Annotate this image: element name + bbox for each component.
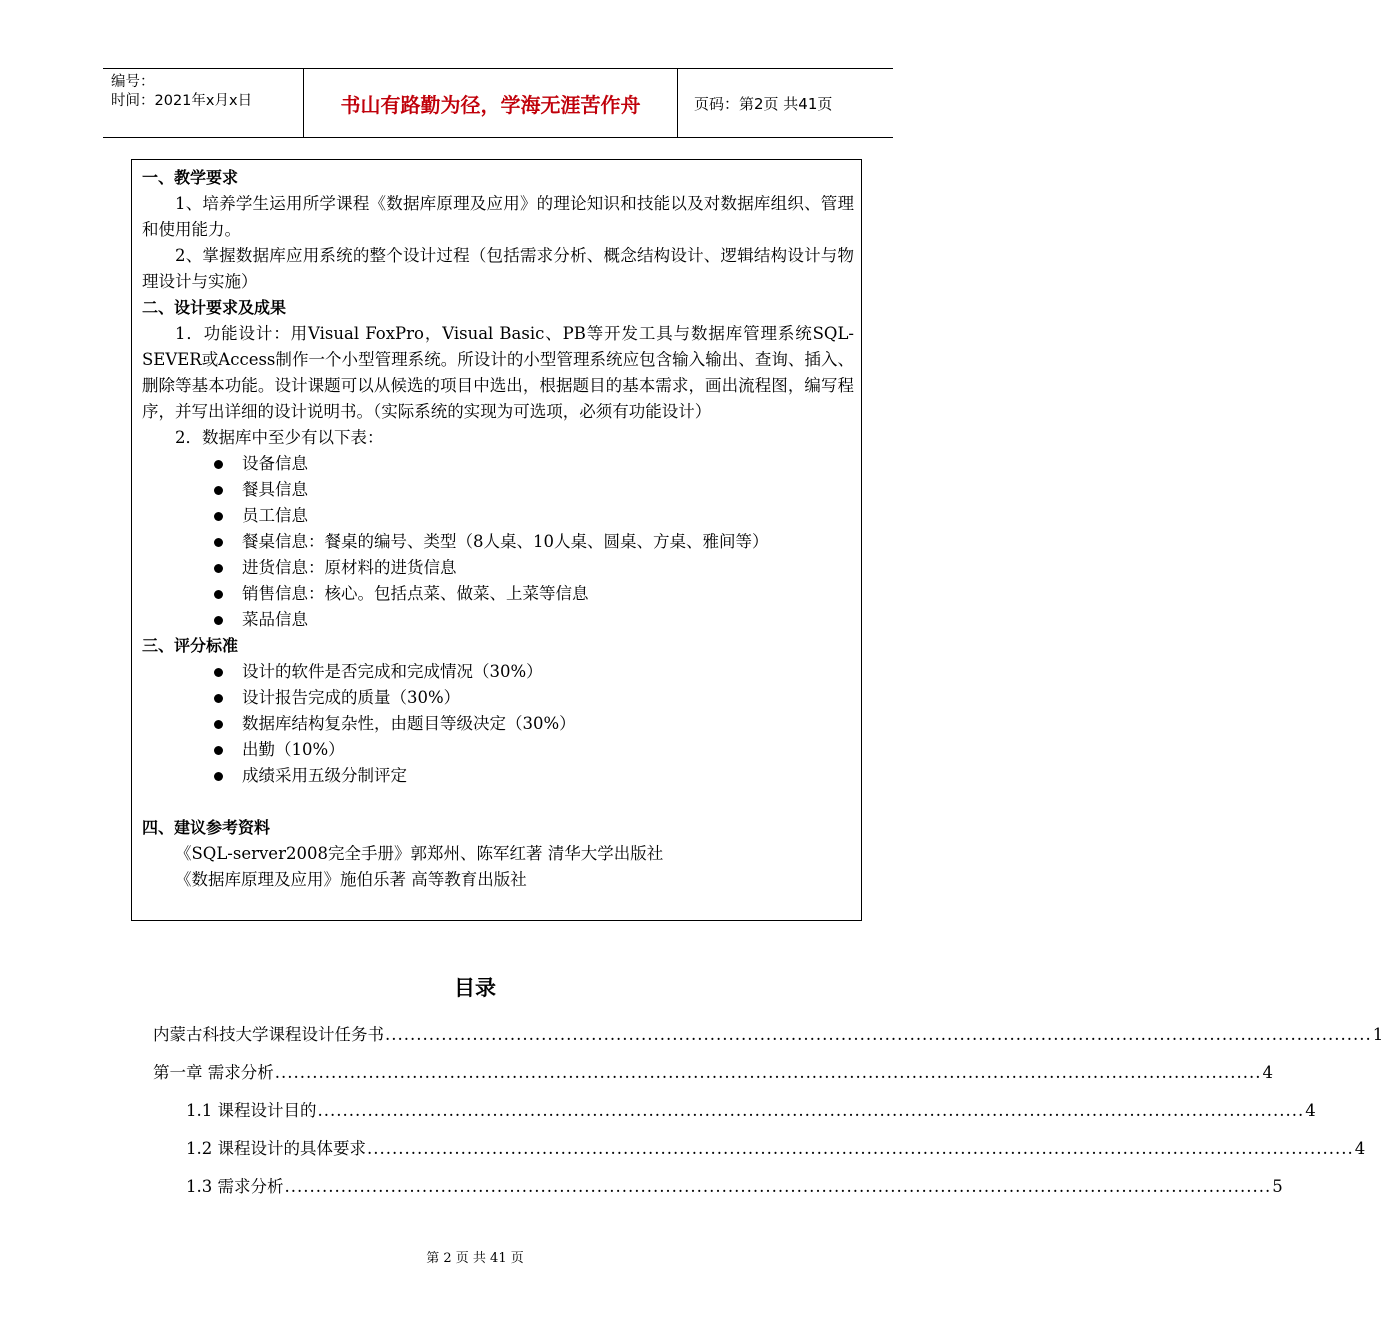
list-item: 设备信息 [142,451,854,477]
bullet-icon [214,538,223,547]
list-item: 进货信息：原材料的进货信息 [142,555,854,581]
list-item: 出勤（10%） [142,737,854,763]
list-item: 餐桌信息：餐桌的编号、类型（8人桌、10人桌、圆桌、方桌、雅间等） [142,529,854,555]
bullet-icon [214,512,223,521]
bullet-icon [214,590,223,599]
teaching-paragraph-1: 1、培养学生运用所学课程《数据库原理及应用》的理论知识和技能以及对数据库组织、管理和使用能力。 [142,194,854,239]
section-title-design: 二、设计要求及成果 [142,298,287,317]
toc-entry-page: 4 [1354,1139,1366,1158]
list-item: 菜品信息 [142,607,854,633]
criteria-list [142,659,854,789]
toc-entry-text: 1.3 需求分析 [186,1177,284,1196]
list-item: 员工信息 [142,503,854,529]
page-label-text: 页码：第2页 共41页 [694,94,833,113]
toc-leader: .............................................................................................................................................................. [284,1177,1272,1196]
list-item: 设计报告完成的质量（30%） [142,685,854,711]
teaching-paragraph-2: 2、掌握数据库应用系统的整个设计过程（包括需求分析、概念结构设计、逻辑结构设计与物理设计与实施） [142,246,854,291]
toc-leader: .............................................................................................................................................................. [317,1101,1305,1120]
section-title-grading: 三、评分标准 [142,636,239,655]
reference-item: 《SQL-server2008完全手册》郭郑州、陈军红著 清华大学出版社 [175,844,664,863]
toc-entry-text: 第一章 需求分析 [153,1063,274,1082]
header-meta [103,69,304,137]
reference-item: 《数据库原理及应用》施伯乐著 高等教育出版社 [175,870,527,889]
toc-leader: .............................................................................................................................................................. [385,1025,1372,1044]
list-item: 设计的软件是否完成和完成情况（30%） [142,659,854,685]
page-header [103,68,893,138]
list-item: 餐具信息 [142,477,854,503]
toc-entry-page: 5 [1272,1177,1283,1196]
toc-entry-text: 1.2 课程设计的具体要求 [186,1139,366,1158]
task-box [131,159,862,921]
toc-title: 目录 [454,976,496,1000]
toc-entry[interactable] [186,1173,1283,1197]
tables-list [142,451,854,633]
section-title-teaching: 一、教学要求 [142,168,239,187]
toc-leader: .............................................................................................................................................................. [274,1063,1262,1082]
bullet-icon [214,616,223,625]
toc-entry[interactable] [153,1021,1383,1045]
list-item: 销售信息：核心。包括点菜、做菜、上菜等信息 [142,581,854,607]
design-paragraph-2: 2．数据库中至少有以下表： [175,428,384,447]
toc-entry[interactable] [186,1135,1366,1159]
page-footer: 第 2 页 共 41 页 [426,1251,524,1266]
bullet-icon [214,772,223,781]
bullet-icon [214,564,223,573]
bullet-icon [214,460,223,469]
list-item: 数据库结构复杂性，由题目等级决定（30%） [142,711,854,737]
bullet-icon [214,486,223,495]
toc-entry-page: 4 [1305,1101,1316,1120]
list-item: 成绩采用五级分制评定 [142,763,854,789]
bullet-icon [214,694,223,703]
bullet-icon [214,720,223,729]
header-page-label [686,69,893,137]
toc-entry-page: 1 [1372,1025,1383,1044]
code-label: 编号： [111,74,155,90]
toc-entry-page: 4 [1262,1063,1273,1082]
bullet-icon [214,668,223,677]
time-label: 时间：2021年x月x日 [111,93,253,109]
toc-entry[interactable] [186,1097,1316,1121]
design-paragraph-1: 1．功能设计：用Visual FoxPro，Visual Basic、PB等开发工具与数据库管理系统SQL-SEVER或Access制作一个小型管理系统。所设计的小型管理系统应包含输入输出、查询、插入、删除等基本功能。设计课题可以从候选的项目中选出，根据题目的基本需求，画出流程图，编写程序，并写出详细的设计说明书。（实际系统的实现为可选项，必须有功能设计） [142,324,854,421]
header-motto: 书山有路勤为径，学海无涯苦作舟 [304,69,678,137]
toc-entry-text: 1.1 课程设计目的 [186,1101,317,1120]
toc-entry-text: 内蒙古科技大学课程设计任务书 [153,1025,384,1044]
toc-leader: .............................................................................................................................................................. [367,1139,1354,1158]
spacer [142,789,854,815]
section-title-references: 四、建议参考资料 [142,818,271,837]
bullet-icon [214,746,223,755]
toc-entry[interactable] [153,1059,1273,1083]
